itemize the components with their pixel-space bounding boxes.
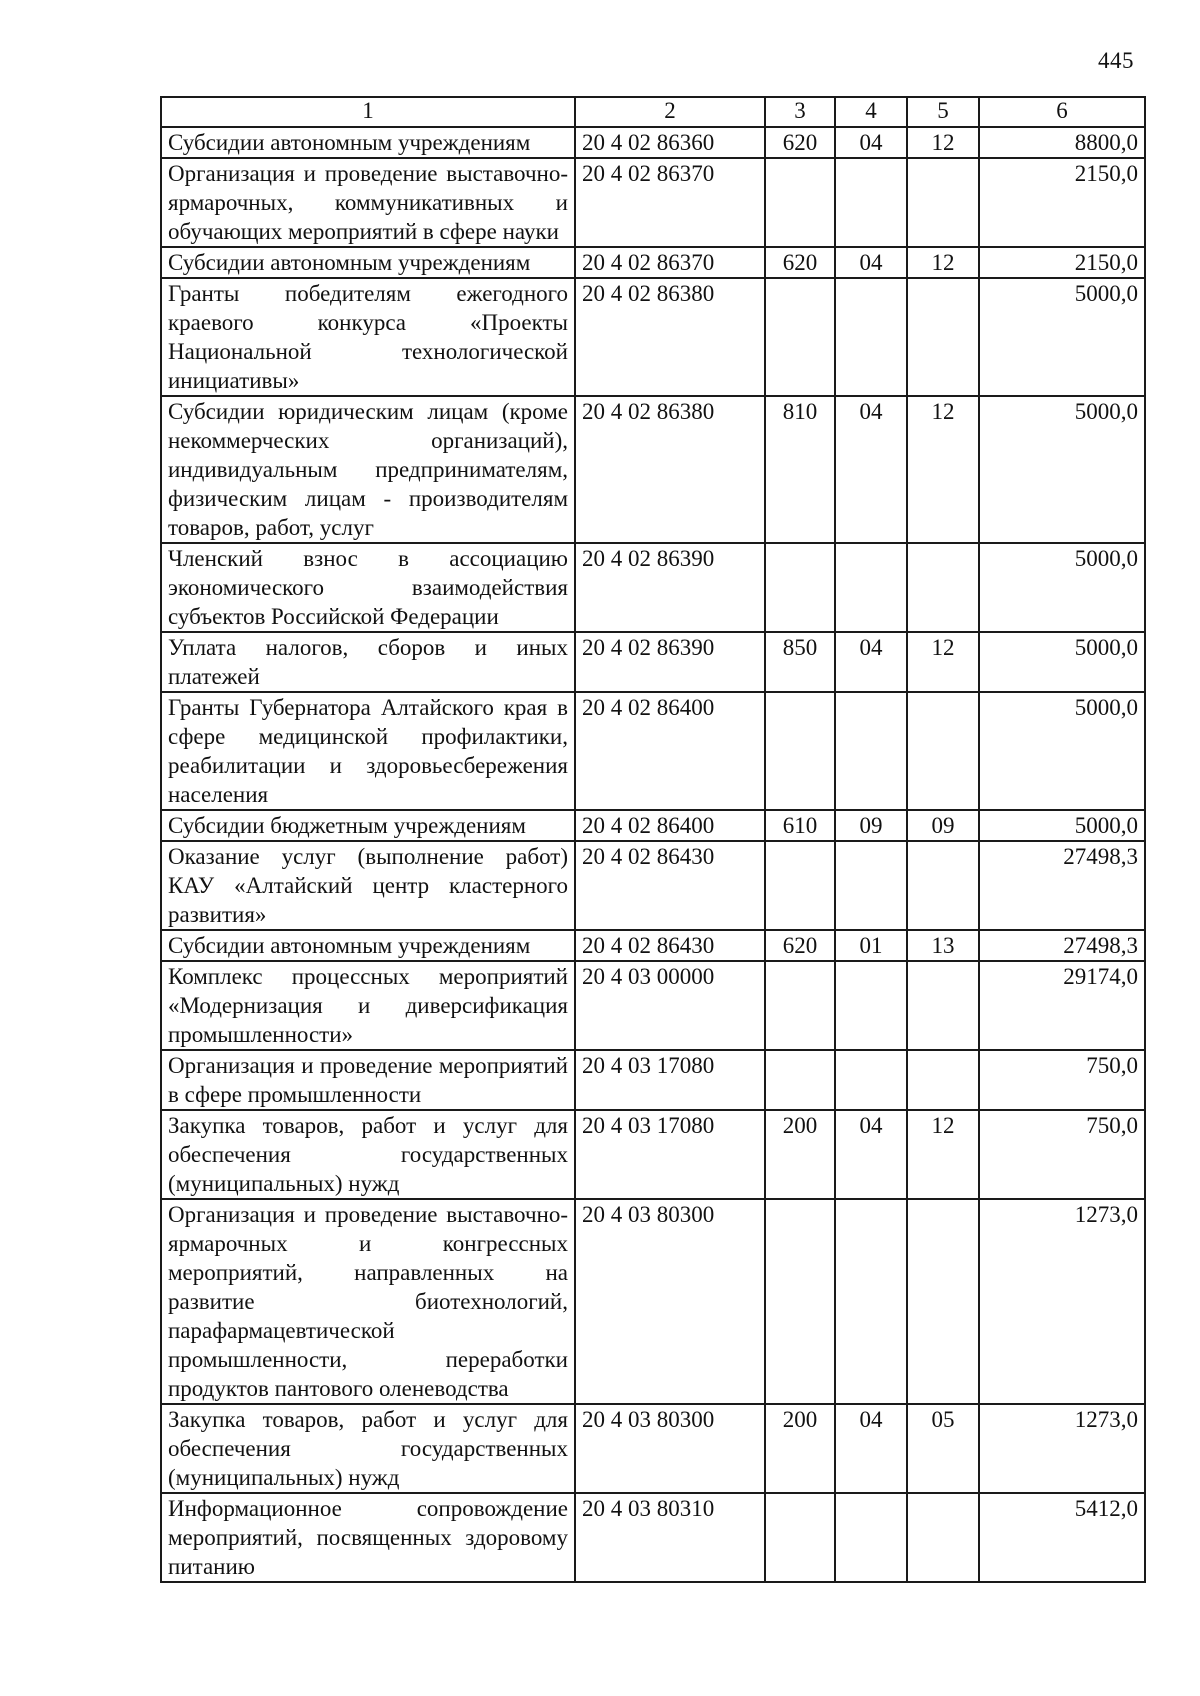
target-code-cell: 20 4 03 80300 [575,1404,765,1493]
expense-type-cell: 620 [765,930,835,961]
section-cell: 04 [835,396,907,543]
amount-cell: 5000,0 [979,810,1145,841]
section-cell: 01 [835,930,907,961]
expense-type-cell [765,961,835,1050]
section-cell [835,278,907,396]
expense-type-cell: 200 [765,1404,835,1493]
amount-cell: 2150,0 [979,158,1145,247]
subsection-cell: 12 [907,632,979,692]
table-row [161,278,1145,396]
target-code-cell: 20 4 03 00000 [575,961,765,1050]
amount-cell: 5000,0 [979,396,1145,543]
table-row [161,1404,1145,1493]
section-cell: 04 [835,127,907,158]
section-cell [835,158,907,247]
expense-type-cell [765,543,835,632]
subsection-cell: 09 [907,810,979,841]
column-header: 4 [835,97,907,127]
amount-cell: 5000,0 [979,692,1145,810]
target-code-cell: 20 4 02 86380 [575,396,765,543]
amount-cell: 27498,3 [979,930,1145,961]
table-body [161,127,1145,1582]
target-code-cell: 20 4 02 86380 [575,278,765,396]
expense-type-cell [765,278,835,396]
amount-cell: 27498,3 [979,841,1145,930]
table-row [161,247,1145,278]
table-row [161,961,1145,1050]
expense-type-cell: 850 [765,632,835,692]
subsection-cell [907,1199,979,1404]
target-code-cell: 20 4 03 80300 [575,1199,765,1404]
table-row [161,396,1145,543]
expense-type-cell [765,692,835,810]
row-description-cell: Информационное сопровождение мероприятий, посвященных здоровому питанию [161,1493,575,1582]
target-code-cell: 20 4 03 17080 [575,1050,765,1110]
amount-cell: 29174,0 [979,961,1145,1050]
row-description-cell: Субсидии бюджетным учреждениям [161,810,575,841]
amount-cell: 750,0 [979,1110,1145,1199]
target-code-cell: 20 4 03 17080 [575,1110,765,1199]
table-row [161,127,1145,158]
table-row [161,692,1145,810]
table-row [161,930,1145,961]
table-row [161,1110,1145,1199]
expense-type-cell: 620 [765,247,835,278]
section-cell: 04 [835,1110,907,1199]
row-description-cell: Организация и проведение выставочно-ярмарочных и конгрессных мероприятий, направленных на развитие биотехнологий, парафармацевтической промышленности, переработки продуктов пантового оленеводства [161,1199,575,1404]
subsection-cell [907,158,979,247]
amount-cell: 2150,0 [979,247,1145,278]
expense-type-cell [765,1493,835,1582]
target-code-cell: 20 4 03 80310 [575,1493,765,1582]
subsection-cell: 12 [907,396,979,543]
section-cell [835,543,907,632]
row-description-cell: Гранты победителям ежегодного краевого конкурса «Проекты Национальной технологической инициативы» [161,278,575,396]
expense-type-cell: 200 [765,1110,835,1199]
row-description-cell: Гранты Губернатора Алтайского края в сфере медицинской профилактики, реабилитации и здоровьесбережения населения [161,692,575,810]
page-number: 445 [1098,48,1134,73]
column-header: 3 [765,97,835,127]
target-code-cell: 20 4 02 86370 [575,158,765,247]
target-code-cell: 20 4 02 86430 [575,930,765,961]
subsection-cell: 05 [907,1404,979,1493]
amount-cell: 8800,0 [979,127,1145,158]
table-row [161,1493,1145,1582]
table-row [161,543,1145,632]
row-description-cell: Оказание услуг (выполнение работ) КАУ «Алтайский центр кластерного развития» [161,841,575,930]
amount-cell: 5000,0 [979,632,1145,692]
expense-type-cell: 620 [765,127,835,158]
expense-type-cell: 810 [765,396,835,543]
subsection-cell [907,961,979,1050]
section-cell: 04 [835,247,907,278]
expense-type-cell: 610 [765,810,835,841]
section-cell [835,1493,907,1582]
column-header: 2 [575,97,765,127]
table-row [161,1199,1145,1404]
row-description-cell: Закупка товаров, работ и услуг для обеспечения государственных (муниципальных) нужд [161,1110,575,1199]
section-cell [835,1050,907,1110]
row-description-cell: Членский взнос в ассоциацию экономического взаимодействия субъектов Российской Федерации [161,543,575,632]
budget-table [160,96,1146,1583]
column-header: 1 [161,97,575,127]
table-header-row [161,97,1145,127]
section-cell [835,1199,907,1404]
row-description-cell: Организация и проведение мероприятий в сфере промышленности [161,1050,575,1110]
target-code-cell: 20 4 02 86390 [575,632,765,692]
subsection-cell: 12 [907,127,979,158]
table-row [161,841,1145,930]
section-cell [835,961,907,1050]
subsection-cell: 12 [907,247,979,278]
subsection-cell: 12 [907,1110,979,1199]
row-description-cell: Организация и проведение выставочно-ярмарочных, коммуникативных и обучающих мероприятий в сфере науки [161,158,575,247]
section-cell [835,692,907,810]
table-row [161,810,1145,841]
subsection-cell [907,692,979,810]
column-header: 6 [979,97,1145,127]
amount-cell: 1273,0 [979,1199,1145,1404]
target-code-cell: 20 4 02 86400 [575,692,765,810]
section-cell: 04 [835,632,907,692]
amount-cell: 750,0 [979,1050,1145,1110]
target-code-cell: 20 4 02 86370 [575,247,765,278]
subsection-cell [907,1050,979,1110]
subsection-cell: 13 [907,930,979,961]
amount-cell: 5412,0 [979,1493,1145,1582]
subsection-cell [907,841,979,930]
target-code-cell: 20 4 02 86430 [575,841,765,930]
subsection-cell [907,543,979,632]
table-row [161,1050,1145,1110]
table-row [161,158,1145,247]
amount-cell: 5000,0 [979,543,1145,632]
target-code-cell: 20 4 02 86360 [575,127,765,158]
table-row [161,632,1145,692]
row-description-cell: Закупка товаров, работ и услуг для обеспечения государственных (муниципальных) нужд [161,1404,575,1493]
amount-cell: 5000,0 [979,278,1145,396]
subsection-cell [907,1493,979,1582]
section-cell: 09 [835,810,907,841]
row-description-cell: Уплата налогов, сборов и иных платежей [161,632,575,692]
subsection-cell [907,278,979,396]
row-description-cell: Субсидии автономным учреждениям [161,247,575,278]
target-code-cell: 20 4 02 86400 [575,810,765,841]
expense-type-cell [765,1050,835,1110]
row-description-cell: Субсидии юридическим лицам (кроме некоммерческих организаций), индивидуальным предпринимателям, физическим лицам - производителям товаров, работ, услуг [161,396,575,543]
section-cell [835,841,907,930]
target-code-cell: 20 4 02 86390 [575,543,765,632]
row-description-cell: Субсидии автономным учреждениям [161,127,575,158]
section-cell: 04 [835,1404,907,1493]
amount-cell: 1273,0 [979,1404,1145,1493]
expense-type-cell [765,158,835,247]
column-header: 5 [907,97,979,127]
expense-type-cell [765,1199,835,1404]
expense-type-cell [765,841,835,930]
row-description-cell: Субсидии автономным учреждениям [161,930,575,961]
row-description-cell: Комплекс процессных мероприятий «Модернизация и диверсификация промышленности» [161,961,575,1050]
